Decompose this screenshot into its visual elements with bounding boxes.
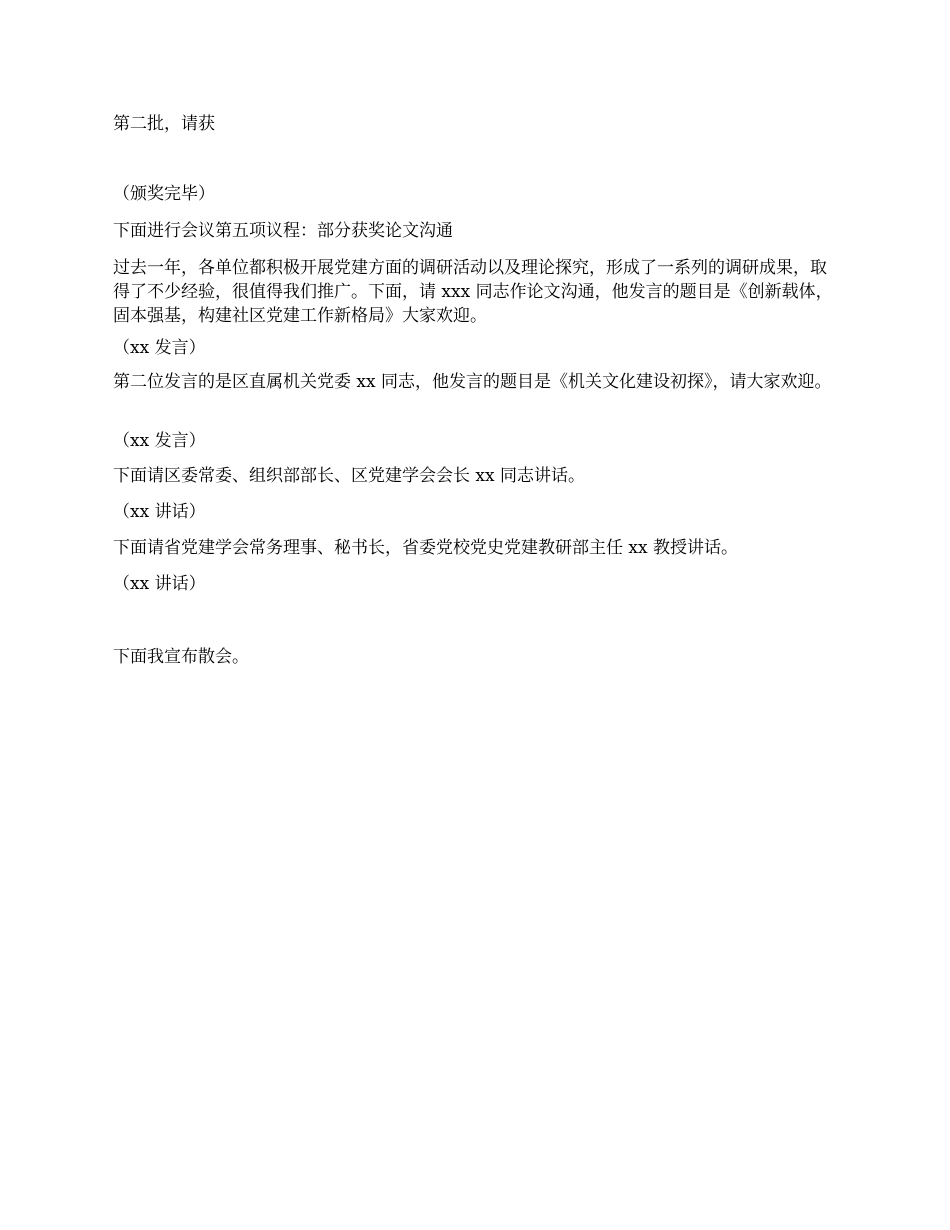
paragraph-district-leader-speech: 下面请区委常委、组织部部长、区党建学会会长 xx 同志讲话。: [113, 466, 585, 486]
paragraph-speech-note-1: （xx 发言）: [113, 338, 206, 358]
paragraph-batch-two: 第二批，请获: [113, 114, 215, 134]
paragraph-talk-note-2: （xx 讲话）: [113, 574, 206, 594]
paragraph-second-speaker: 第二位发言的是区直属机关党委 xx 同志，他发言的题目是《机关文化建设初探》，请大家欢迎。: [113, 372, 832, 392]
paragraph-agenda-item-five: 下面进行会议第五项议程：部分获奖论文沟通: [113, 221, 453, 241]
paragraph-adjournment: 下面我宣布散会。: [113, 647, 249, 667]
paragraph-talk-note-1: （xx 讲话）: [113, 502, 206, 522]
paragraph-award-finished: （颁奖完毕）: [113, 184, 215, 204]
paragraph-research-summary: 过去一年，各单位都积极开展党建方面的调研活动以及理论探究，形成了一系列的调研成果，取得了不少经验，很值得我们推广。下面，请 xxx 同志作论文沟通，他发言的题目是《创新载体，固本强基，构建社区党建工作新格局》大家欢迎。: [113, 258, 833, 326]
paragraph-professor-speech: 下面请省党建学会常务理事、秘书长，省委党校党史党建教研部主任 xx 教授讲话。: [113, 538, 738, 558]
paragraph-speech-note-2: （xx 发言）: [113, 431, 206, 451]
